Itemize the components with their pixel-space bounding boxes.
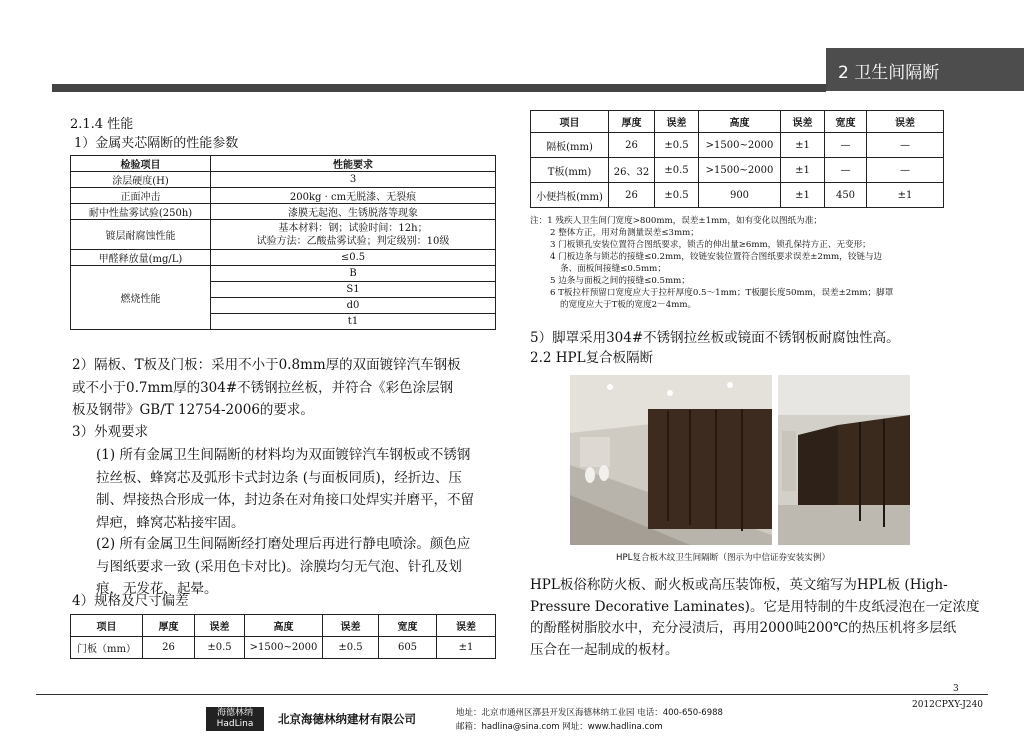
table-header: 项目 [531,111,609,133]
table-header: 项目 [71,615,143,637]
table-header: 误差 [195,615,245,637]
table-header: 性能要求 [211,156,496,172]
table-cell: d0 [211,298,496,314]
table-cell: 26 [143,637,195,659]
table-cell: ±1 [781,183,825,208]
table-cell: ±0.5 [655,158,699,183]
table-cell: ±1 [867,183,944,208]
company-name: 北京海德林纳建材有限公司 [278,712,416,726]
subsection-heading-1: 1）金属夹芯隔断的性能参数 [74,136,239,151]
table-cell: ±0.5 [655,183,699,208]
table-header: 厚度 [143,615,195,637]
table-cell: ±1 [781,158,825,183]
table-cell: B [211,266,496,282]
table-header: 误差 [323,615,379,637]
notes-line-5: 条、面板间接缝≤0.5mm； [560,264,666,274]
table-cell: 基本材料：钢；试验时间：12h； 试验方法：乙酸盐雾试验；判定级别：10级 [211,220,496,250]
footer-contact: 邮箱：hadlina@sina.com 网址：www.hadlina.com [456,722,663,732]
table-cell: 燃烧性能 [71,266,211,330]
table-cell: 小便挡板(mm) [531,183,609,208]
notes-line-3: 3 门板锁孔安装位置符合图纸要求，锁舌的伸出量≥6mm，锁孔保持方正、无变形； [550,240,871,250]
table-cell: 26 [609,133,655,158]
section-heading: 2.1.4 性能 [70,117,134,132]
paragraph-3-heading: 3）外观要求 [72,424,149,440]
table-header: 误差 [867,111,944,133]
table-cell: ±1 [437,637,496,659]
table-cell: 450 [825,183,867,208]
table-cell: ±0.5 [195,637,245,659]
table-cell: T板(mm) [531,158,609,183]
company-logo [206,707,264,731]
notes-line-4: 4 门板边条与锁芯的接缝≤0.2mm，铰链安装位置符合图纸要求误差±2mm，铰链与边 [550,252,883,262]
table-cell: 200kg · cm无脱漆、无裂痕 [211,188,496,204]
table-cell: 镀层耐腐蚀性能 [71,220,211,250]
hpl-description: HPL板俗称防火板、耐火板或高压装饰板，英文缩写为HPL板 (High- Pressure Decorative Laminates)。它是用特制的牛皮纸浸泡在一定浓度 的酚醛树脂胶水中，充分浸渍后，再用2000吨200℃的热压机将多层纸 压合在一起制成的板材。 [530,577,980,658]
paragraph-2: 2）隔板、T板及门板：采用不小于0.8mm厚的双面镀锌汽车钢板 或不小于0.7mm厚的304#不锈钢拉丝板，并符合《彩色涂层钢 板及钢带》GB/T 12754-2006的要求。 [72,357,461,418]
footer-address: 地址：北京市通州区漷县开发区海德林纳工业园 电话：400-650-6988 [456,708,723,718]
table-header: 厚度 [609,111,655,133]
table-cell: t1 [211,314,496,330]
size-tolerance-table-door [70,614,496,659]
header-bar [52,84,826,92]
table-cell: — [867,158,944,183]
logo-en-text: HadLina [216,719,254,729]
table-cell: 涂层硬度(H) [71,172,211,188]
photo-hpl-partition-stalls [778,375,910,545]
table-header: 高度 [245,615,323,637]
notes-line-6: 5 边条与面板之间的接缝≤0.5mm； [550,276,690,286]
notes-line-2: 2 整体方正，用对角测量误差≤3mm； [550,228,699,238]
page-section-title: 2 卫生间隔断 [838,63,940,83]
notes-line-1: 注：1 残疾人卫生间门宽度>800mm，误差±1mm，如有变化以图纸为准； [530,216,822,226]
table-cell: ±1 [781,133,825,158]
table-cell: ≤0.5 [211,250,496,266]
table-cell: >1500~2000 [245,637,323,659]
page-number: 3 [953,684,959,694]
table-cell: 甲醛释放量(mg/L) [71,250,211,266]
table-cell: >1500~2000 [699,158,781,183]
table-cell: ±0.5 [655,133,699,158]
table-header: 误差 [655,111,699,133]
paragraph-5: 5）脚罩采用304#不锈钢拉丝板或镜面不锈钢板耐腐蚀性高。 [530,330,900,346]
table-cell: ±0.5 [323,637,379,659]
table-header: 检验项目 [71,156,211,172]
doc-code: 2012CPXY-J240 [912,700,984,710]
table-cell: 900 [699,183,781,208]
table-cell: — [825,158,867,183]
table-cell: — [867,133,944,158]
table-cell: 3 [211,172,496,188]
paragraph-4-heading: 4）规格及尺寸偏差 [72,593,189,609]
paragraph-3b: (2) 所有金属卫生间隔断经打磨处理后再进行静电喷涂。颜色应 与图纸要求一致 (采用色卡对比)。涂膜均匀无气泡、针孔及划 痕，无发花、起晕。 [96,536,471,597]
table-cell: — [825,133,867,158]
table-header: 误差 [781,111,825,133]
table-cell: >1500~2000 [699,133,781,158]
table-header: 宽度 [825,111,867,133]
table-header: 高度 [699,111,781,133]
logo-cn-text: 海德林纳 [216,708,253,718]
table-cell: 耐中性盐雾试验(250h) [71,204,211,220]
section-heading-2-2: 2.2 HPL复合板隔断 [530,350,654,366]
size-tolerance-table-panels [530,110,944,208]
table-cell: 隔板(mm) [531,133,609,158]
table-header: 误差 [437,615,496,637]
performance-table [70,155,496,330]
table-cell: S1 [211,282,496,298]
table-cell: 门板（mm） [71,637,143,659]
notes-line-8: 的宽度应大于T板的宽度2－4mm。 [560,300,697,310]
notes-line-7: 6 T板拉杆预留口宽度应大于拉杆厚度0.5～1mm；T板腿长度50mm，误差±2mm；脚罩 [550,288,894,298]
table-cell: 26、32 [609,158,655,183]
photo-caption: HPL复合板木纹卫生间隔断（图示为中信证券安装实例） [616,553,831,563]
table-cell: 正面冲击 [71,188,211,204]
table-cell: 漆膜无起泡、生锈脱落等现象 [211,204,496,220]
photo-hpl-partition-corridor [570,375,772,545]
table-cell: 26 [609,183,655,208]
footer-divider [36,694,988,695]
table-cell: 605 [379,637,437,659]
table-header: 宽度 [379,615,437,637]
paragraph-3a: (1) 所有金属卫生间隔断的材料均为双面镀锌汽车钢板或不锈钢 拉丝板、蜂窝芯及弧形卡式封边条 (与面板同质)，经折边、压 制、焊接热合形成一体，封边条在对角接口处焊实并磨平，不留 焊疤，蜂窝芯粘接牢固。 [96,447,474,531]
